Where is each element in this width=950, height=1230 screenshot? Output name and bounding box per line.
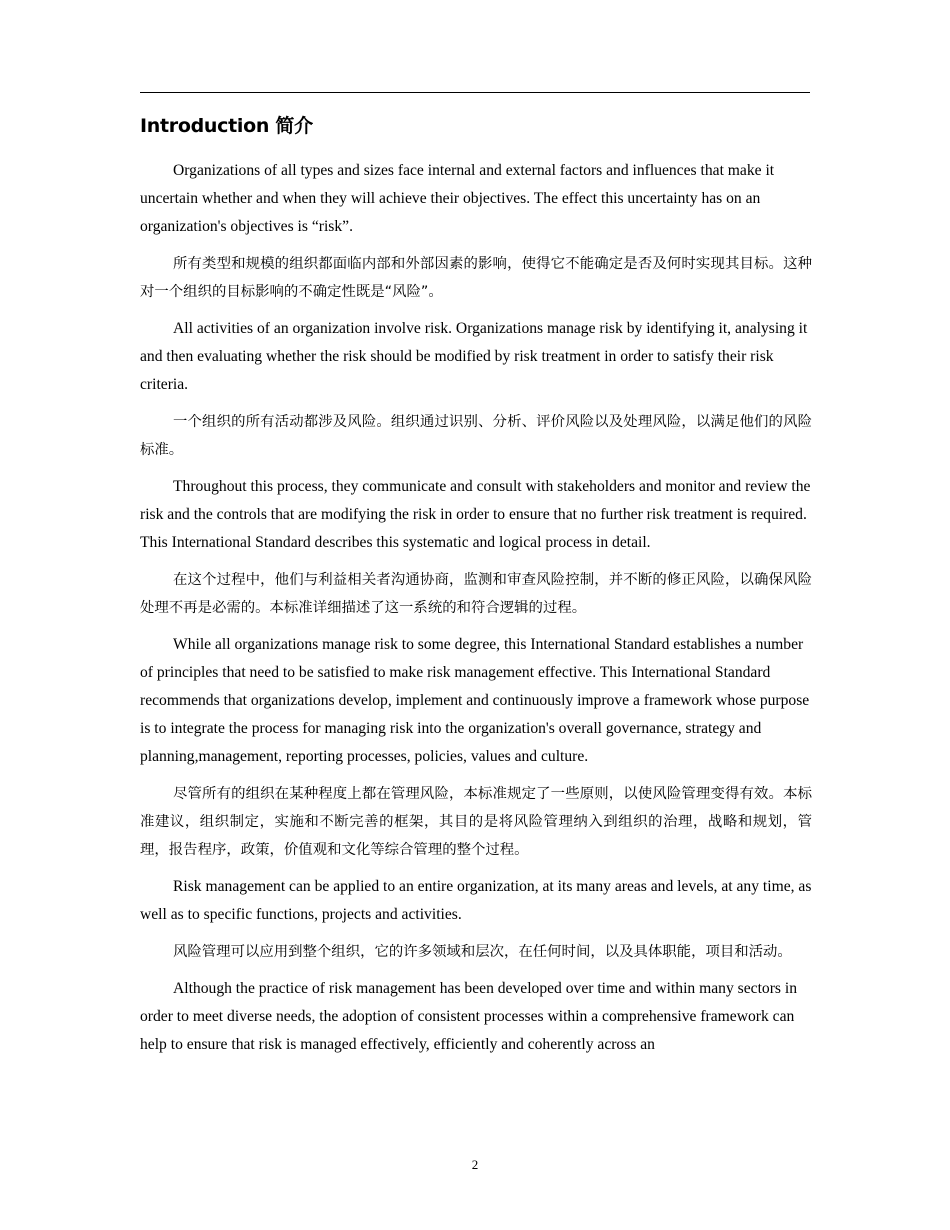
body-text <box>140 157 812 1068</box>
paragraph-zh: 一个组织的所有活动都涉及风险。组织通过识别、分析、评价风险以及处理风险，以满足他们的风险标准。 <box>140 414 812 458</box>
paragraph-en: Organizations of all types and sizes face internal and external factors and influences that make it uncertain whether and when they will achieve their objectives. The effect this uncertainty has on an organization's objectives is “risk”. <box>140 162 775 235</box>
paragraph-en: While all organizations manage risk to some degree, this International Standard establishes a number of principles that need to be satisfied to make risk management effective. This International Standard recommends that organizations develop, implement and continuously improve a framework whose purpose is to integrate the process for managing risk into the organization's overall governance, strategy and planning,management, reporting processes, policies, values and culture. <box>140 636 810 765</box>
paragraph-zh: 所有类型和规模的组织都面临内部和外部因素的影响，使得它不能确定是否及何时实现其目标。这种对一个组织的目标影响的不确定性既是“风险”。 <box>140 256 812 300</box>
header-rule <box>140 92 810 93</box>
paragraph-en: All activities of an organization involve risk. Organizations manage risk by identifying it, analysing it and then evaluating whether the risk should be modified by risk treatment in order to satisfy their risk criteria. <box>140 320 808 393</box>
section-heading: Introduction 简介 <box>140 115 313 137</box>
paragraph-en: Throughout this process, they communicate and consult with stakeholders and monitor and review the risk and the controls that are modifying the risk in order to ensure that no further risk treatment is required. This International Standard describes this systematic and logical process in detail. <box>140 478 811 551</box>
paragraph-en: Although the practice of risk management has been developed over time and within many sectors in order to meet diverse needs, the adoption of consistent processes within a comprehensive framework can help to ensure that risk is managed effectively, efficiently and coherently across an <box>140 980 797 1053</box>
page-number: 2 <box>471 1157 479 1172</box>
paragraph-en: Risk management can be applied to an entire organization, at its many areas and levels, at any time, as well as to specific functions, projects and activities. <box>140 878 812 923</box>
paragraph-zh: 在这个过程中，他们与利益相关者沟通协商，监测和审查风险控制，并不断的修正风险，以确保风险处理不再是必需的。本标准详细描述了这一系统的和符合逻辑的过程。 <box>140 572 812 616</box>
paragraph-zh: 风险管理可以应用到整个组织，它的许多领域和层次，在任何时间，以及具体职能，项目和活动。 <box>173 944 792 960</box>
paragraph-zh: 尽管所有的组织在某种程度上都在管理风险，本标准规定了一些原则，以使风险管理变得有效。本标准建议，组织制定，实施和不断完善的框架，其目的是将风险管理纳入到组织的治理，战略和规划，管理，报告程序，政策，价值观和文化等综合管理的整个过程。 <box>140 786 812 858</box>
